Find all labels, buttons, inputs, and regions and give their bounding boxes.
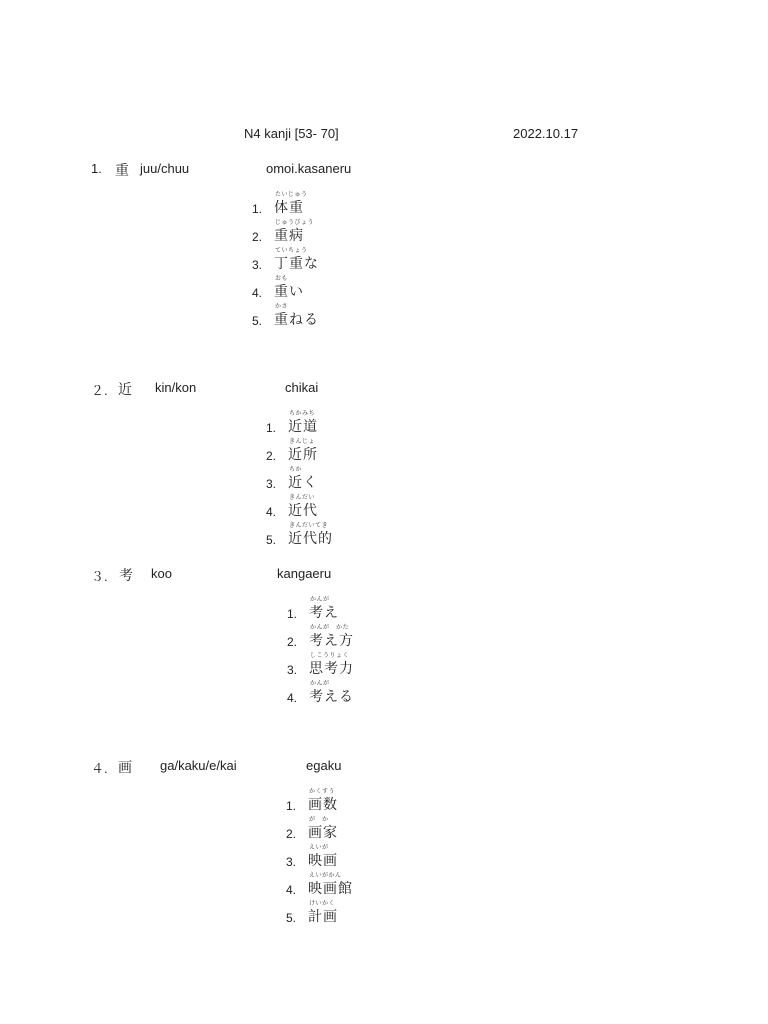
vocab-number: 4. <box>266 505 277 519</box>
vocab-number: 3. <box>286 855 297 869</box>
section-on-reading: koo <box>151 566 172 581</box>
vocab-reading: かんが かた <box>310 625 350 631</box>
section-kun-reading: kangaeru <box>277 566 332 581</box>
section-kanji: 近 <box>118 382 132 398</box>
vocab-item <box>252 248 319 272</box>
vocab-word: 体重 <box>274 200 304 216</box>
vocab-reading: きんだい <box>289 495 316 501</box>
section-kun-reading: chikai <box>285 380 319 395</box>
section-kun-reading: egaku <box>306 758 342 773</box>
vocab-item <box>252 192 308 216</box>
vocab-reading: かさ <box>275 304 289 310</box>
vocab-word: 近道 <box>288 419 318 435</box>
vocab-number: 4. <box>286 883 297 897</box>
vocab-reading: けいかく <box>309 901 336 907</box>
vocab-word: 考え <box>309 605 339 621</box>
section-kanji: 考 <box>119 568 133 584</box>
vocab-number: 4. <box>252 286 263 300</box>
vocab-item <box>252 304 319 328</box>
vocab-word: 映画館 <box>308 881 353 897</box>
section-kanji: 重 <box>115 163 129 179</box>
vocab-word: 考え方 <box>309 633 354 649</box>
vocab-word: 映画 <box>308 853 338 869</box>
page-date: 2022.10.17 <box>513 126 579 141</box>
vocab-number: 1. <box>287 607 298 621</box>
vocab-word: 画数 <box>308 797 338 813</box>
vocab-word: 近所 <box>288 447 318 463</box>
vocab-reading: たいじゅう <box>275 192 308 198</box>
vocab-number: 5. <box>286 911 297 925</box>
vocab-item <box>252 220 314 244</box>
vocab-reading: きんじょ <box>289 439 316 445</box>
vocab-item <box>286 817 338 841</box>
vocab-reading: しこうりょく <box>310 653 350 659</box>
vocab-reading: ちか <box>289 467 303 473</box>
vocab-number: 3. <box>266 477 277 491</box>
vocab-item <box>287 653 354 677</box>
vocab-item <box>266 467 318 491</box>
vocab-item <box>286 845 338 869</box>
vocab-number: 1. <box>286 799 297 813</box>
vocab-reading: ちかみち <box>289 411 316 417</box>
section-on-reading: kin/kon <box>155 380 197 395</box>
section-on-reading: juu/chuu <box>140 161 190 176</box>
vocab-reading: かくすう <box>309 789 336 795</box>
vocab-item <box>287 625 354 649</box>
vocab-number: 2. <box>252 230 263 244</box>
vocab-item <box>266 523 333 547</box>
vocab-item <box>266 411 318 435</box>
vocab-reading: かんが <box>310 681 330 687</box>
vocab-item <box>287 597 339 621</box>
vocab-word: 近代 <box>288 503 318 519</box>
vocab-reading: きんだいてき <box>289 523 329 529</box>
vocab-reading: が か <box>309 817 329 823</box>
vocab-word: 重ねる <box>274 312 319 328</box>
section-kanji: 画 <box>118 760 132 776</box>
vocab-word: 重病 <box>274 228 304 244</box>
vocab-word: 重い <box>274 284 304 300</box>
vocab-item <box>266 439 318 463</box>
vocab-number: 5. <box>252 314 263 328</box>
section-number: ３. <box>91 569 108 584</box>
vocab-reading: えいがかん <box>309 873 342 879</box>
vocab-number: 2. <box>286 827 297 841</box>
vocab-number: 3. <box>252 258 263 272</box>
vocab-number: 1. <box>252 202 263 216</box>
vocab-word: 考える <box>309 689 354 705</box>
vocab-word: 計画 <box>308 909 338 925</box>
vocab-item <box>266 495 318 519</box>
vocab-number: 3. <box>287 663 298 677</box>
vocab-item <box>286 789 338 813</box>
section-number: ４. <box>91 761 108 776</box>
vocab-reading: じゅうびょう <box>275 220 315 226</box>
vocab-word: 丁重な <box>274 256 319 272</box>
vocab-word: 画家 <box>308 825 338 841</box>
vocab-number: 2. <box>266 449 277 463</box>
vocab-reading: かんが <box>310 597 330 603</box>
section-number: ２. <box>91 383 108 398</box>
vocab-reading: おも <box>275 276 289 282</box>
vocab-word: 近く <box>288 475 318 491</box>
section-kun-reading: omoi.kasaneru <box>266 161 352 176</box>
vocab-number: 5. <box>266 533 277 547</box>
vocab-number: 2. <box>287 635 298 649</box>
section-on-reading: ga/kaku/e/kai <box>160 758 237 773</box>
vocab-reading: えいが <box>309 845 329 851</box>
vocab-item <box>252 276 304 300</box>
vocab-word: 思考力 <box>309 661 354 677</box>
vocab-number: 1. <box>266 421 277 435</box>
section-number: 1. <box>91 161 102 176</box>
vocab-item <box>287 681 354 705</box>
vocab-item <box>286 901 338 925</box>
vocab-reading: ていちょう <box>275 248 308 254</box>
vocab-word: 近代的 <box>288 531 333 547</box>
page-title: N4 kanji [53- 70] <box>244 126 339 141</box>
vocab-item <box>286 873 353 897</box>
vocab-number: 4. <box>287 691 298 705</box>
